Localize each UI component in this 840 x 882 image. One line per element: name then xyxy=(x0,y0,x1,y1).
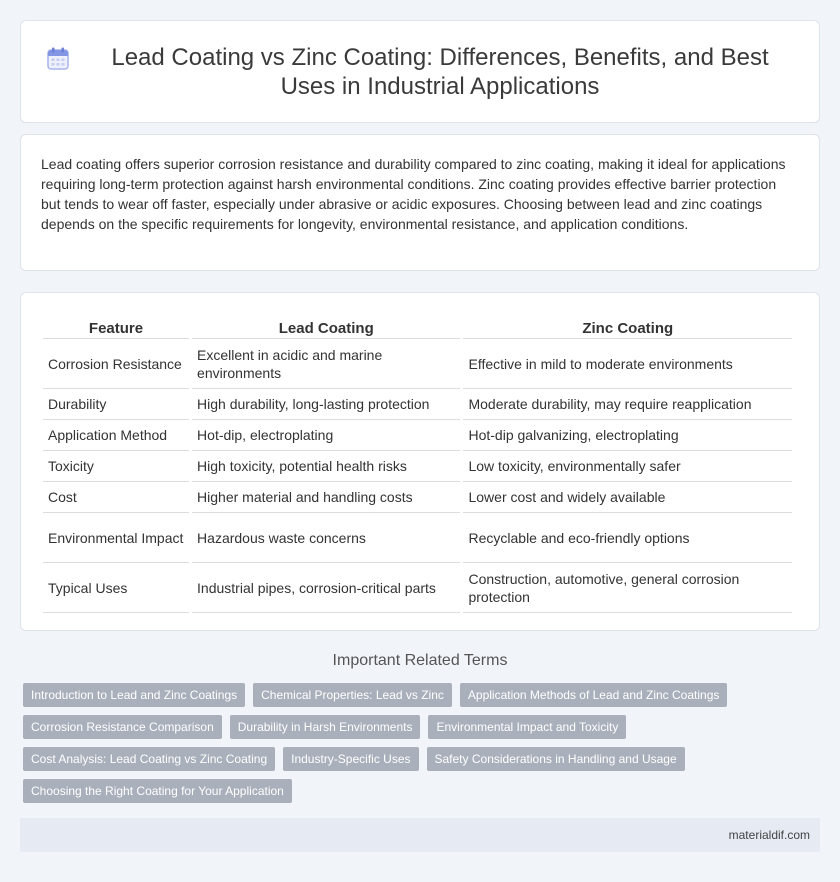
footer-site-link[interactable]: materialdif.com xyxy=(728,828,810,842)
table-cell: Construction, automotive, general corrosion protection xyxy=(463,563,792,613)
related-term-tag[interactable]: Introduction to Lead and Zinc Coatings xyxy=(23,683,245,707)
table-cell: Cost xyxy=(43,482,189,513)
related-term-tag[interactable]: Corrosion Resistance Comparison xyxy=(23,715,222,739)
table-row xyxy=(43,339,792,389)
intro-card xyxy=(20,134,820,271)
related-terms-title: Important Related Terms xyxy=(332,652,508,669)
table-cell: Recyclable and eco-friendly options xyxy=(463,513,792,563)
table-cell: Hazardous waste concerns xyxy=(192,513,460,563)
table-cell: High durability, long-lasting protection xyxy=(192,389,460,420)
header-lead-coating: Lead Coating xyxy=(192,313,460,339)
table-row xyxy=(43,389,792,420)
table-header-row xyxy=(43,313,792,339)
title-card xyxy=(20,20,820,123)
table-cell: Environmental Impact xyxy=(43,513,189,563)
table-cell: Hot-dip, electroplating xyxy=(192,420,460,451)
table-cell: Excellent in acidic and marine environments xyxy=(192,339,460,389)
related-term-tag[interactable]: Durability in Harsh Environments xyxy=(230,715,421,739)
related-term-tag[interactable]: Safety Considerations in Handling and Usage xyxy=(427,747,685,771)
table-cell: Effective in mild to moderate environments xyxy=(463,339,792,389)
table-cell: Industrial pipes, corrosion-critical parts xyxy=(192,563,460,613)
table-cell: Higher material and handling costs xyxy=(192,482,460,513)
header-zinc-coating: Zinc Coating xyxy=(463,313,792,339)
table-row xyxy=(43,451,792,482)
comparison-table-card xyxy=(20,292,820,631)
table-row xyxy=(43,420,792,451)
table-row xyxy=(43,482,792,513)
table-cell: Lower cost and widely available xyxy=(463,482,792,513)
table-row xyxy=(43,563,792,613)
related-term-tag[interactable]: Chemical Properties: Lead vs Zinc xyxy=(253,683,452,707)
related-terms-tags xyxy=(23,683,813,803)
table-cell: Hot-dip galvanizing, electroplating xyxy=(463,420,792,451)
table-cell: Durability xyxy=(43,389,189,420)
table-cell: Application Method xyxy=(43,420,189,451)
intro-paragraph: Lead coating offers superior corrosion resistance and durability compared to zinc coating, making it ideal for applications requiring long-term protection against harsh environmental conditions. Zinc coating provides effective barrier protection but tends to wear off faster, especially under abrasive or acidic exposures. Choosing between lead and zinc coatings depends on the specific requirements for longevity, environmental resistance, and application conditions. xyxy=(41,156,786,232)
table-cell: High toxicity, potential health risks xyxy=(192,451,460,482)
table-cell: Corrosion Resistance xyxy=(43,339,189,389)
related-term-tag[interactable]: Environmental Impact and Toxicity xyxy=(428,715,626,739)
header-feature: Feature xyxy=(43,313,189,339)
related-term-tag[interactable]: Application Methods of Lead and Zinc Coatings xyxy=(460,683,728,707)
related-term-tag[interactable]: Industry-Specific Uses xyxy=(283,747,418,771)
table-cell: Typical Uses xyxy=(43,563,189,613)
table-cell: Toxicity xyxy=(43,451,189,482)
page-title: Lead Coating vs Zinc Coating: Differences, Benefits, and Best Uses in Industrial Applications xyxy=(111,43,769,100)
related-term-tag[interactable]: Choosing the Right Coating for Your Application xyxy=(23,779,292,803)
table-cell: Low toxicity, environmentally safer xyxy=(463,451,792,482)
table-cell: Moderate durability, may require reapplication xyxy=(463,389,792,420)
related-term-tag[interactable]: Cost Analysis: Lead Coating vs Zinc Coating xyxy=(23,747,275,771)
comparison-table xyxy=(40,313,795,613)
footer xyxy=(20,818,820,852)
table-row xyxy=(43,513,792,563)
